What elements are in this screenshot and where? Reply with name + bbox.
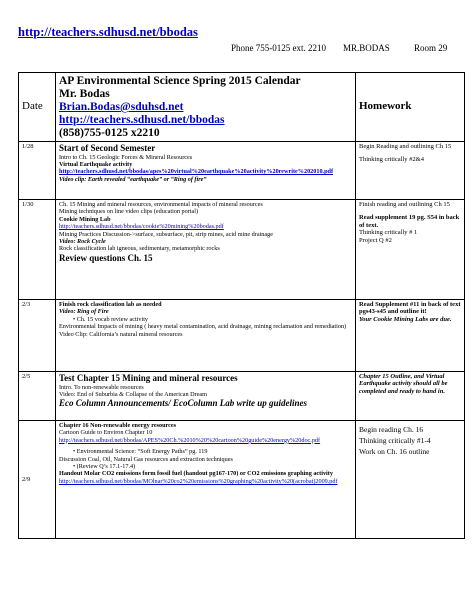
bullet-text: (Review Q’s 17.1-17.4): [76, 463, 136, 471]
calendar-table: [18, 72, 465, 539]
bullet-icon: •: [73, 463, 77, 471]
activity-cell: [56, 142, 356, 200]
activity-line: Video: End of Suburbia & Collapse of the American Dream: [59, 390, 207, 398]
homework-line: Work on Ch. 16 outline: [359, 447, 430, 456]
bullet-icon: •: [73, 448, 77, 456]
activity-line: Intro to Ch. 15 Geologic Forces & Mineral Resources: [59, 153, 193, 161]
activity-line: Ch. 15 Mining and mineral resources, environmental impacts of mineral resources: [59, 201, 263, 208]
activity-bullet: [59, 316, 352, 323]
row-date: 1/28: [19, 142, 56, 200]
activity-heading: Start of Second Semester: [59, 143, 156, 153]
activity-cell: [56, 300, 356, 372]
phone-text: Phone 755-0125 ext. 2210: [231, 43, 326, 53]
activity-cell: [56, 372, 356, 421]
bullet-text: Ch. 15 vocab review activity: [76, 315, 149, 323]
activity-heading: Review questions Ch. 15: [59, 252, 153, 263]
activity-line: Discussion Coal, Oil, Natural Gas resources and extraction techniques: [59, 455, 233, 463]
activity-line: Cookie Mining Lab: [59, 215, 111, 223]
activity-bullet: [59, 448, 352, 455]
homework-cell: [356, 421, 465, 539]
activity-line: Handout Molar CO2 emissions form fossil fuel (handout pg167-170) or CO2 emissions graphing activity: [59, 470, 333, 478]
activity-cell: [56, 421, 356, 539]
activity-bullet: [59, 463, 352, 470]
activity-line: Mining techniques on line video clips (education portal): [59, 208, 199, 216]
homework-cell: [356, 142, 465, 200]
table-row: [19, 300, 465, 372]
bullet-text: Environmental Science: “Soft Energy Paths” pg. 119: [76, 448, 208, 456]
table-header-row: [19, 73, 465, 142]
activity-line: Finish rock classification lab as needed: [59, 301, 162, 308]
activity-heading: Eco Column Announcements/ EcoColumn Lab write up guidelines: [59, 398, 307, 409]
phone-heading: (858)755-0125 x2210: [59, 127, 160, 139]
activity-line: Virtual Earthquake activity: [59, 160, 133, 168]
activity-link[interactable]: http://teachers.sdhusd.net/bbodas/apes%20virtual%20earthquake%20activity%20rewrite%202010.pdf: [59, 168, 334, 176]
activity-line: Intro. To non-renewable resources: [59, 383, 144, 391]
homework-line: Begin reading Ch. 16: [359, 425, 424, 434]
activity-line: Video: Rock Cycle: [59, 238, 106, 246]
row-date: 2/3: [19, 300, 56, 372]
homework-line: Your Cookie Mining Labs are due.: [359, 315, 452, 323]
date-header: Date: [19, 73, 56, 142]
activity-line: Cartoon Guide to Environ Chapter 10: [59, 429, 153, 437]
homework-line: Finish reading and outlining Ch 15: [359, 201, 450, 208]
table-row: [19, 142, 465, 200]
homework-cell: [356, 200, 465, 300]
teacher-site-link[interactable]: http://teachers.sdhusd.net/bbodas: [18, 25, 198, 39]
homework-line: Thinking critically # 1: [359, 229, 418, 237]
bullet-icon: •: [73, 315, 77, 323]
activity-line: Environmental Impacts of mining ( heavy metal contamination, acid drainage, mining reclamation and remediation): [59, 323, 347, 331]
activity-link[interactable]: http://teachers.sdhusd.net/bbodas/cookie%20mining%20bodas.pdf: [59, 223, 224, 231]
activity-line: [59, 245, 352, 252]
teacher-name: MR.BODAS: [343, 43, 390, 53]
homework-line: Thinking critically #1-4: [359, 436, 431, 445]
table-row: [19, 421, 465, 539]
homework-cell: [356, 372, 465, 421]
homework-line: Read Supplement #11 in back of text pgs43-s45 and outline it!: [359, 301, 461, 316]
teacher-heading: Mr. Bodas: [59, 88, 110, 100]
activity-link[interactable]: http://teachers.sdhusd.net/bbodas/MOlnar%20co2%20emissions%20graphing%20activity%20(acrobat)2009.pdf: [59, 477, 338, 485]
homework-line: Read supplement 19 pg. S54 in back of text.: [359, 214, 460, 229]
activity-cell: [56, 200, 356, 300]
room-text: Room 29: [414, 43, 448, 53]
email-link[interactable]: Brian.Bodas@sduhsd.net: [59, 101, 184, 113]
title-cell: [56, 73, 356, 142]
activity-link[interactable]: http://teachers.sdhusd.net/bbodas/APES%20Ch.%2010%20%20cartoon%20guide%20energy%20doc.pdf: [59, 436, 321, 444]
table-row: [19, 200, 465, 300]
activity-line: Video clip: Earth revealed “earthquake” or “Ring of fire”: [59, 175, 207, 183]
homework-header: Homework: [356, 73, 465, 142]
activity-line: Mining Practices Discussion->surface, subsurface, pit, strip mines, acid mine drainage: [59, 230, 273, 238]
site-link[interactable]: http://teachers.sdhusd.net/bbodas: [59, 114, 225, 126]
homework-line: Project Q #2: [359, 236, 392, 244]
homework-cell: [356, 300, 465, 372]
table-row: [19, 372, 465, 421]
calendar-title: AP Environmental Science Spring 2015 Calendar: [59, 75, 301, 87]
homework-line: Thinking critically #2&4: [359, 156, 424, 164]
rock-lab-text: Rock classification lab igneous, sedimentary, metamorphic rocks: [59, 245, 220, 253]
chapter-heading: Chapter 16 Non-renewable energy resources: [59, 422, 177, 429]
activity-line: Video Clip: California’s natural mineral resources: [59, 330, 183, 338]
activity-heading: Test Chapter 15 Mining and mineral resources: [59, 373, 238, 383]
homework-line: Chapter 15 Outline, and Virtual Earthquake activity should all be completed and ready to hand in.: [359, 373, 448, 395]
activity-line: Video: Ring of Fire: [59, 308, 109, 316]
row-date: 2/5: [19, 372, 56, 421]
row-date: 1/30: [19, 200, 56, 300]
row-date: 2/9: [19, 421, 56, 539]
homework-line: Begin Reading and outlining Ch 15: [359, 143, 452, 150]
activity-line: [59, 422, 352, 429]
